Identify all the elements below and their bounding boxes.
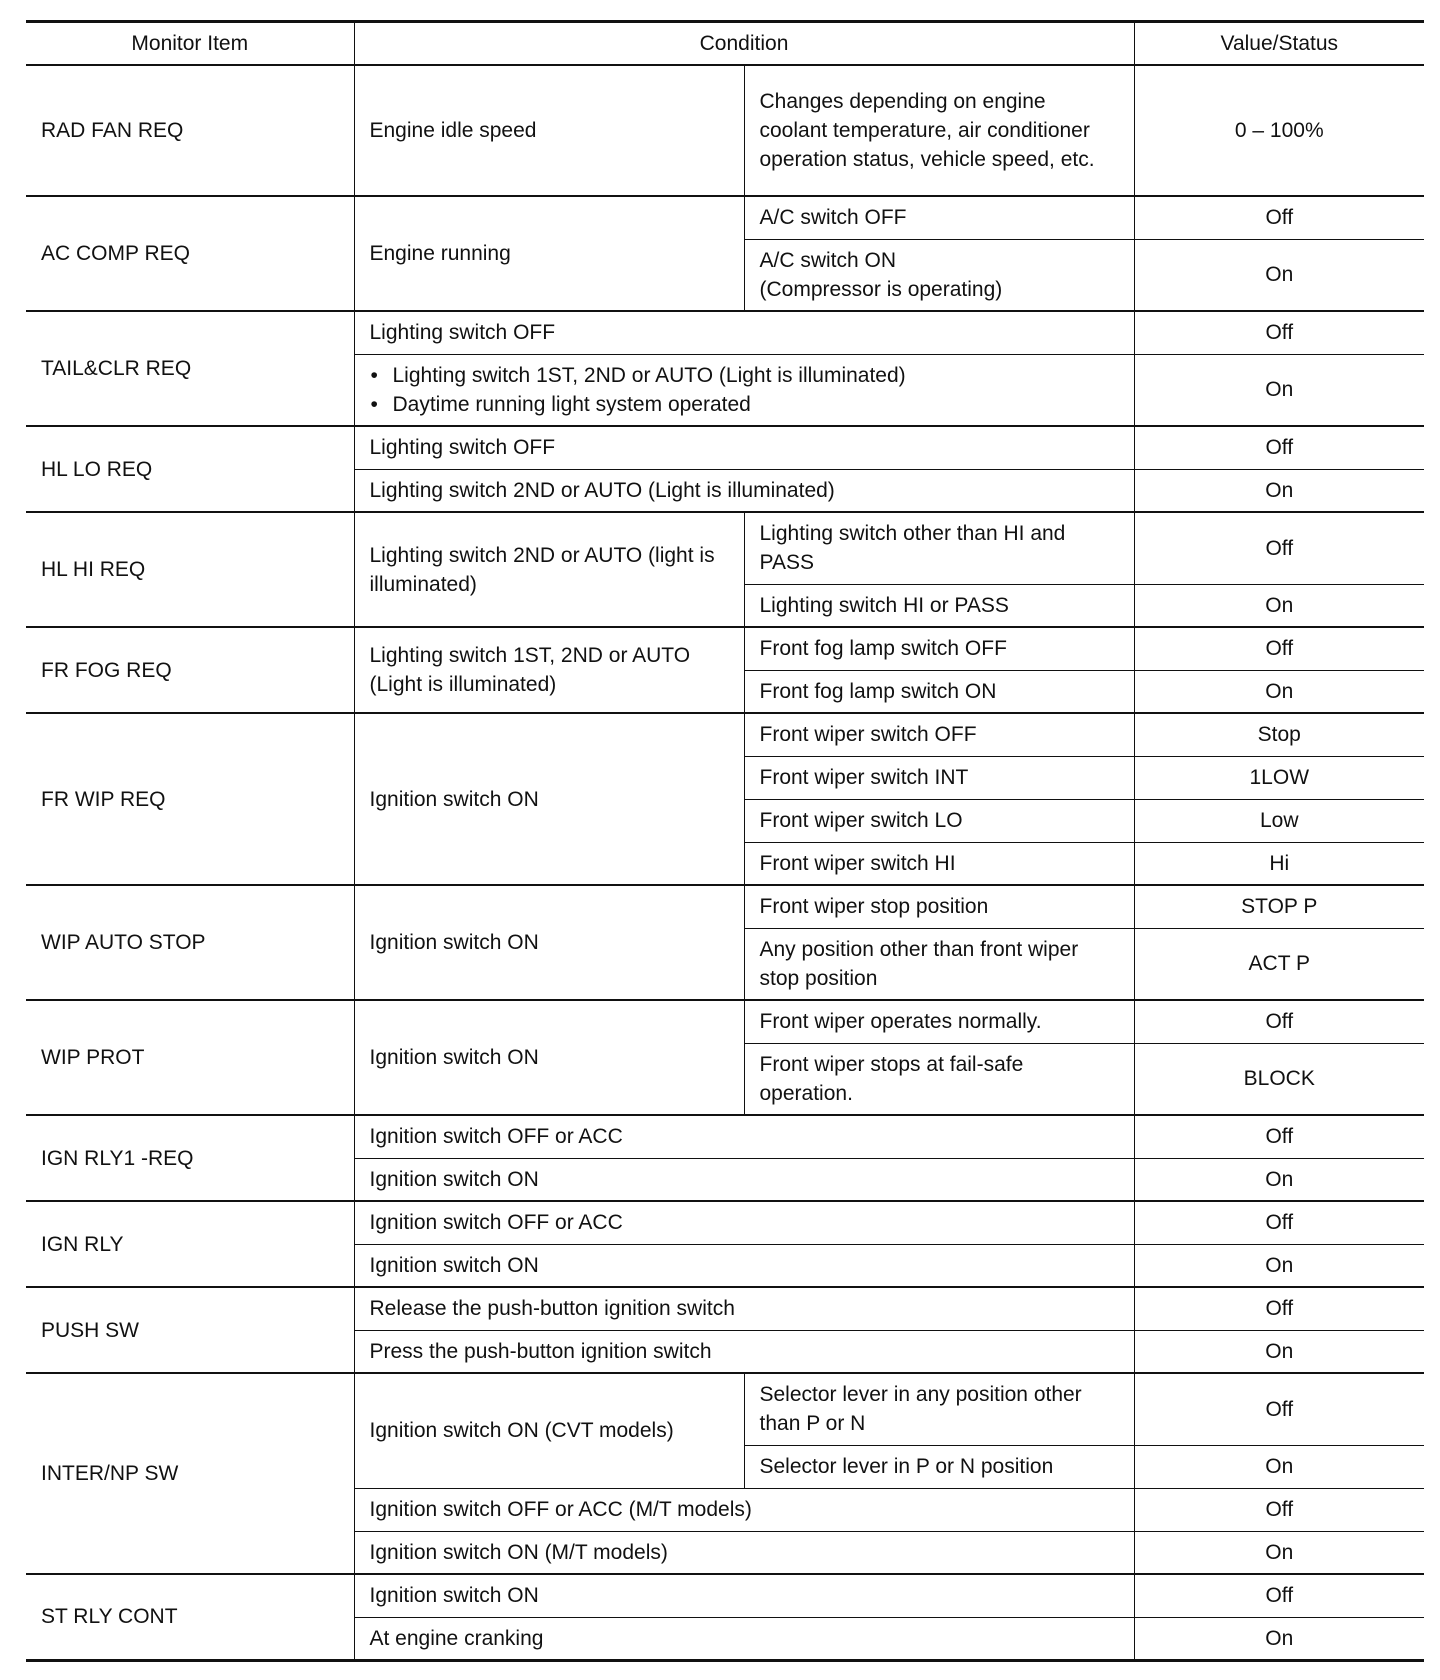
sub-condition-cell: Selector lever in P or N position <box>744 1445 1134 1488</box>
value-cell: Off <box>1134 196 1424 239</box>
condition-cell: Ignition switch ON (M/T models) <box>354 1531 1134 1574</box>
value-cell: Off <box>1134 1201 1424 1244</box>
table-row <box>26 196 1424 239</box>
value-cell: On <box>1134 1330 1424 1373</box>
value-cell: Stop <box>1134 713 1424 756</box>
monitor-item-cell: ST RLY CONT <box>26 1574 354 1660</box>
sub-condition-cell <box>744 239 1134 311</box>
table-row <box>26 512 1424 584</box>
condition-cell: Ignition switch OFF or ACC (M/T models) <box>354 1488 1134 1531</box>
condition-cell: Ignition switch OFF or ACC <box>354 1115 1134 1158</box>
value-cell: 1LOW <box>1134 756 1424 799</box>
table-row <box>26 65 1424 196</box>
condition-cell: Ignition switch ON (CVT models) <box>354 1373 744 1488</box>
sub-condition-cell: Front wiper operates normally. <box>744 1000 1134 1043</box>
value-cell: Off <box>1134 311 1424 354</box>
value-cell: On <box>1134 1617 1424 1660</box>
table-row <box>26 1373 1424 1445</box>
table-row <box>26 627 1424 670</box>
value-cell: Off <box>1134 1373 1424 1445</box>
monitor-item-cell: INTER/NP SW <box>26 1373 354 1574</box>
monitor-item-cell: RAD FAN REQ <box>26 65 354 196</box>
sub-condition-cell: Front wiper stops at fail-safe operation. <box>744 1043 1134 1115</box>
condition-cell: Lighting switch 1ST, 2ND or AUTO (Light is illuminated) <box>354 627 744 713</box>
value-cell: Off <box>1134 512 1424 584</box>
bullet-item: • Daytime running light system operated <box>369 390 1119 419</box>
value-cell: Off <box>1134 426 1424 469</box>
condition-cell: Ignition switch ON <box>354 885 744 1000</box>
value-cell: Off <box>1134 1488 1424 1531</box>
sub-condition-line: (Compressor is operating) <box>759 277 1003 301</box>
condition-cell: Ignition switch ON <box>354 1000 744 1115</box>
sub-condition-cell: Front wiper switch INT <box>744 756 1134 799</box>
monitor-item-table-sheet <box>26 20 1424 1662</box>
sub-condition-cell: Lighting switch HI or PASS <box>744 584 1134 627</box>
value-cell: On <box>1134 1158 1424 1201</box>
value-cell: On <box>1134 354 1424 426</box>
condition-cell: Lighting switch 2ND or AUTO (light is illuminated) <box>354 512 744 627</box>
table-row <box>26 1201 1424 1244</box>
monitor-item-cell: IGN RLY1 -REQ <box>26 1115 354 1201</box>
condition-cell: At engine cranking <box>354 1617 1134 1660</box>
value-cell: STOP P <box>1134 885 1424 928</box>
table-row <box>26 426 1424 469</box>
condition-cell: Press the push-button ignition switch <box>354 1330 1134 1373</box>
condition-cell: Lighting switch OFF <box>354 311 1134 354</box>
sub-condition-cell: Front wiper stop position <box>744 885 1134 928</box>
monitor-item-cell: PUSH SW <box>26 1287 354 1373</box>
condition-cell: Engine running <box>354 196 744 311</box>
monitor-item-cell: HL LO REQ <box>26 426 354 512</box>
value-cell: BLOCK <box>1134 1043 1424 1115</box>
value-cell: On <box>1134 584 1424 627</box>
monitor-item-cell: AC COMP REQ <box>26 196 354 311</box>
value-cell: Off <box>1134 1115 1424 1158</box>
sub-condition-cell: Front wiper switch HI <box>744 842 1134 885</box>
sub-condition-cell: Changes depending on engine coolant temperature, air conditioner operation status, vehicle speed, etc. <box>744 65 1134 196</box>
monitor-item-cell: TAIL&CLR REQ <box>26 311 354 426</box>
monitor-item-cell: FR FOG REQ <box>26 627 354 713</box>
sub-condition-cell: Front wiper switch LO <box>744 799 1134 842</box>
condition-cell: Ignition switch ON <box>354 1574 1134 1617</box>
sub-condition-cell: Front fog lamp switch OFF <box>744 627 1134 670</box>
value-cell: On <box>1134 670 1424 713</box>
condition-cell: Ignition switch ON <box>354 1158 1134 1201</box>
value-cell: 0 – 100% <box>1134 65 1424 196</box>
value-cell: On <box>1134 469 1424 512</box>
condition-cell: Release the push-button ignition switch <box>354 1287 1134 1330</box>
monitor-item-table <box>26 20 1424 1662</box>
header-monitor-item: Monitor Item <box>26 22 354 66</box>
condition-cell: Engine idle speed <box>354 65 744 196</box>
value-cell: ACT P <box>1134 928 1424 1000</box>
bullet-item: • Lighting switch 1ST, 2ND or AUTO (Light is illuminated) <box>369 361 1119 390</box>
monitor-item-cell: WIP AUTO STOP <box>26 885 354 1000</box>
sub-condition-cell: A/C switch OFF <box>744 196 1134 239</box>
condition-cell: Ignition switch OFF or ACC <box>354 1201 1134 1244</box>
condition-cell: Lighting switch OFF <box>354 426 1134 469</box>
header-value-status: Value/Status <box>1134 22 1424 66</box>
value-cell: Off <box>1134 1000 1424 1043</box>
condition-cell <box>354 354 1134 426</box>
condition-cell: Ignition switch ON <box>354 713 744 885</box>
value-cell: Low <box>1134 799 1424 842</box>
value-cell: Off <box>1134 627 1424 670</box>
value-cell: Off <box>1134 1574 1424 1617</box>
table-row <box>26 713 1424 756</box>
sub-condition-cell: Front wiper switch OFF <box>744 713 1134 756</box>
table-row <box>26 1574 1424 1617</box>
condition-cell: Lighting switch 2ND or AUTO (Light is illuminated) <box>354 469 1134 512</box>
table-row <box>26 1287 1424 1330</box>
table-header-row <box>26 22 1424 66</box>
monitor-item-cell: HL HI REQ <box>26 512 354 627</box>
sub-condition-cell: Selector lever in any position other than P or N <box>744 1373 1134 1445</box>
table-row <box>26 885 1424 928</box>
value-cell: On <box>1134 239 1424 311</box>
value-cell: Hi <box>1134 842 1424 885</box>
table-row <box>26 1115 1424 1158</box>
sub-condition-cell: Front fog lamp switch ON <box>744 670 1134 713</box>
sub-condition-line: A/C switch ON <box>759 248 897 272</box>
value-cell: On <box>1134 1445 1424 1488</box>
value-cell: On <box>1134 1531 1424 1574</box>
header-condition: Condition <box>354 22 1134 66</box>
value-cell: On <box>1134 1244 1424 1287</box>
monitor-item-cell: FR WIP REQ <box>26 713 354 885</box>
table-row <box>26 1000 1424 1043</box>
monitor-item-cell: WIP PROT <box>26 1000 354 1115</box>
sub-condition-cell: Any position other than front wiper stop position <box>744 928 1134 1000</box>
value-cell: Off <box>1134 1287 1424 1330</box>
monitor-item-cell: IGN RLY <box>26 1201 354 1287</box>
sub-condition-cell: Lighting switch other than HI and PASS <box>744 512 1134 584</box>
condition-cell: Ignition switch ON <box>354 1244 1134 1287</box>
table-row <box>26 311 1424 354</box>
